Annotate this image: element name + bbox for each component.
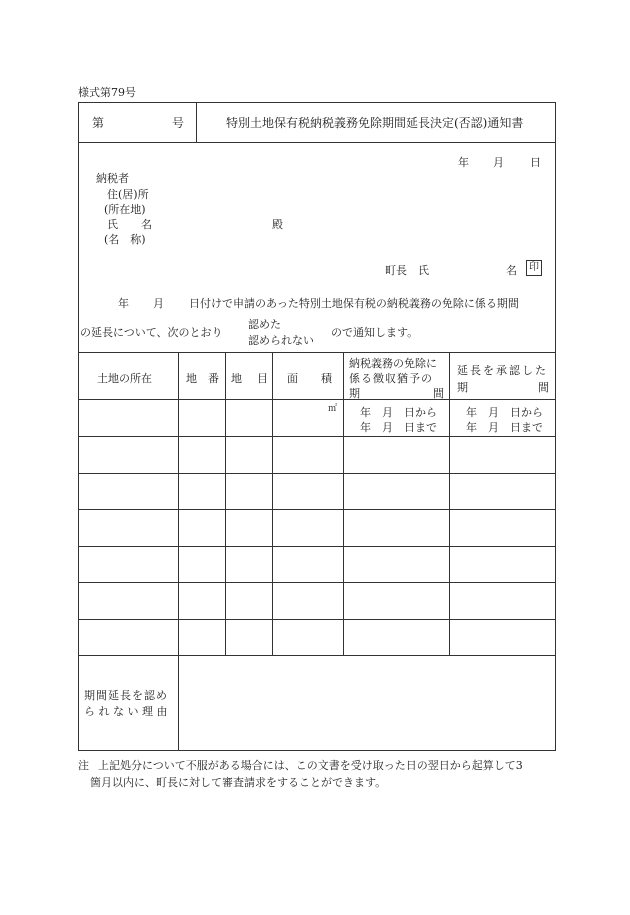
row-line-1 [78, 436, 556, 437]
seal-stamp-icon: 印 [526, 260, 542, 276]
row-line-6 [78, 619, 556, 620]
row-line-5 [78, 582, 556, 583]
header-approved-line2-b: 間 [538, 381, 549, 394]
taxpayer-honorific: 殿 [272, 218, 283, 231]
header-category-b: 目 [257, 372, 268, 385]
header-approved-line2-a: 期 [457, 381, 468, 394]
reason-label-line2: ら れ な い 理 由 [84, 705, 168, 718]
row-line-4 [78, 546, 556, 547]
approved-from: 年 月 日から [466, 406, 543, 419]
approved-to: 年 月 日まで [466, 421, 543, 434]
body-line2-start: の延長について、次のとおり [80, 326, 223, 339]
taxpayer-label: 納税者 [96, 172, 129, 185]
header-area-a: 面 [287, 372, 298, 385]
body-month: 月 [153, 297, 164, 310]
frame-top [78, 102, 556, 103]
header-bottom-line [78, 142, 556, 143]
taxpayer-name-alt-label: (名 称) [104, 233, 146, 246]
table-top-line [78, 352, 556, 353]
frame-left [78, 102, 79, 751]
header-lot-a: 地 [186, 372, 197, 385]
col-line-1 [178, 352, 179, 750]
header-grace-line3-b: 間 [433, 387, 444, 400]
note-line1: 上記処分について不服がある場合には、この文書を受け取った日の翌日から起算して3 [98, 759, 523, 772]
document-title: 特別土地保有税納税義務免除期間延長決定(否認)通知書 [226, 116, 524, 130]
row-line-2 [78, 473, 556, 474]
header-location: 土地の所在 [97, 372, 152, 385]
col-line-2 [225, 352, 226, 655]
body-year: 年 [118, 297, 129, 310]
header-category-a: 地 [231, 372, 242, 385]
taxpayer-name-label-b: 名 [141, 218, 152, 231]
row-line-3 [78, 509, 556, 510]
body-line1: 日付けで申請のあった特別土地保有税の納税義務の免除に係る期間 [189, 297, 519, 310]
col-line-3 [272, 352, 273, 655]
date-month: 月 [493, 156, 504, 169]
issuer-title: 町長 氏 [385, 264, 429, 277]
header-area-b: 積 [321, 372, 332, 385]
area-unit: ㎡ [328, 404, 338, 414]
choice-reject: 認められない [248, 334, 314, 347]
header-divider [196, 102, 197, 143]
grace-from: 年 月 日から [360, 406, 437, 419]
frame-bottom [78, 750, 556, 751]
number-suffix: 号 [172, 116, 185, 130]
header-lot-b: 番 [208, 372, 219, 385]
taxpayer-address-alt-label: (所在地) [104, 203, 146, 216]
issuer-name-suffix: 名 [506, 264, 517, 277]
form-number: 様式第79号 [78, 86, 136, 99]
header-grace-line3-a: 期 [349, 387, 360, 400]
body-line2-end: ので通知します。 [331, 326, 419, 339]
header-grace-line1: 納税義務の免除に [349, 357, 437, 370]
col-line-4 [343, 352, 344, 655]
note-line2: 箇月以内に、町長に対して審査請求をすることができます。 [90, 776, 387, 789]
date-day: 日 [530, 156, 541, 169]
note-label: 注 [78, 759, 89, 772]
row-line-7 [78, 655, 556, 656]
header-grace-line2: 係る徴収猶予の [349, 372, 433, 385]
grace-to: 年 月 日まで [360, 421, 437, 434]
taxpayer-name-label-a: 氏 [107, 218, 118, 231]
number-prefix: 第 [92, 116, 105, 130]
header-approved-line1: 延長を承認した [457, 364, 548, 377]
frame-right [555, 102, 556, 751]
choice-approve: 認めた [248, 318, 281, 331]
table-header-bottom [78, 399, 556, 400]
taxpayer-address-label: 住(居)所 [107, 188, 149, 201]
col-line-5 [449, 352, 450, 655]
reason-label-line1: 期間延長を認め [84, 689, 168, 702]
date-year: 年 [458, 156, 469, 169]
